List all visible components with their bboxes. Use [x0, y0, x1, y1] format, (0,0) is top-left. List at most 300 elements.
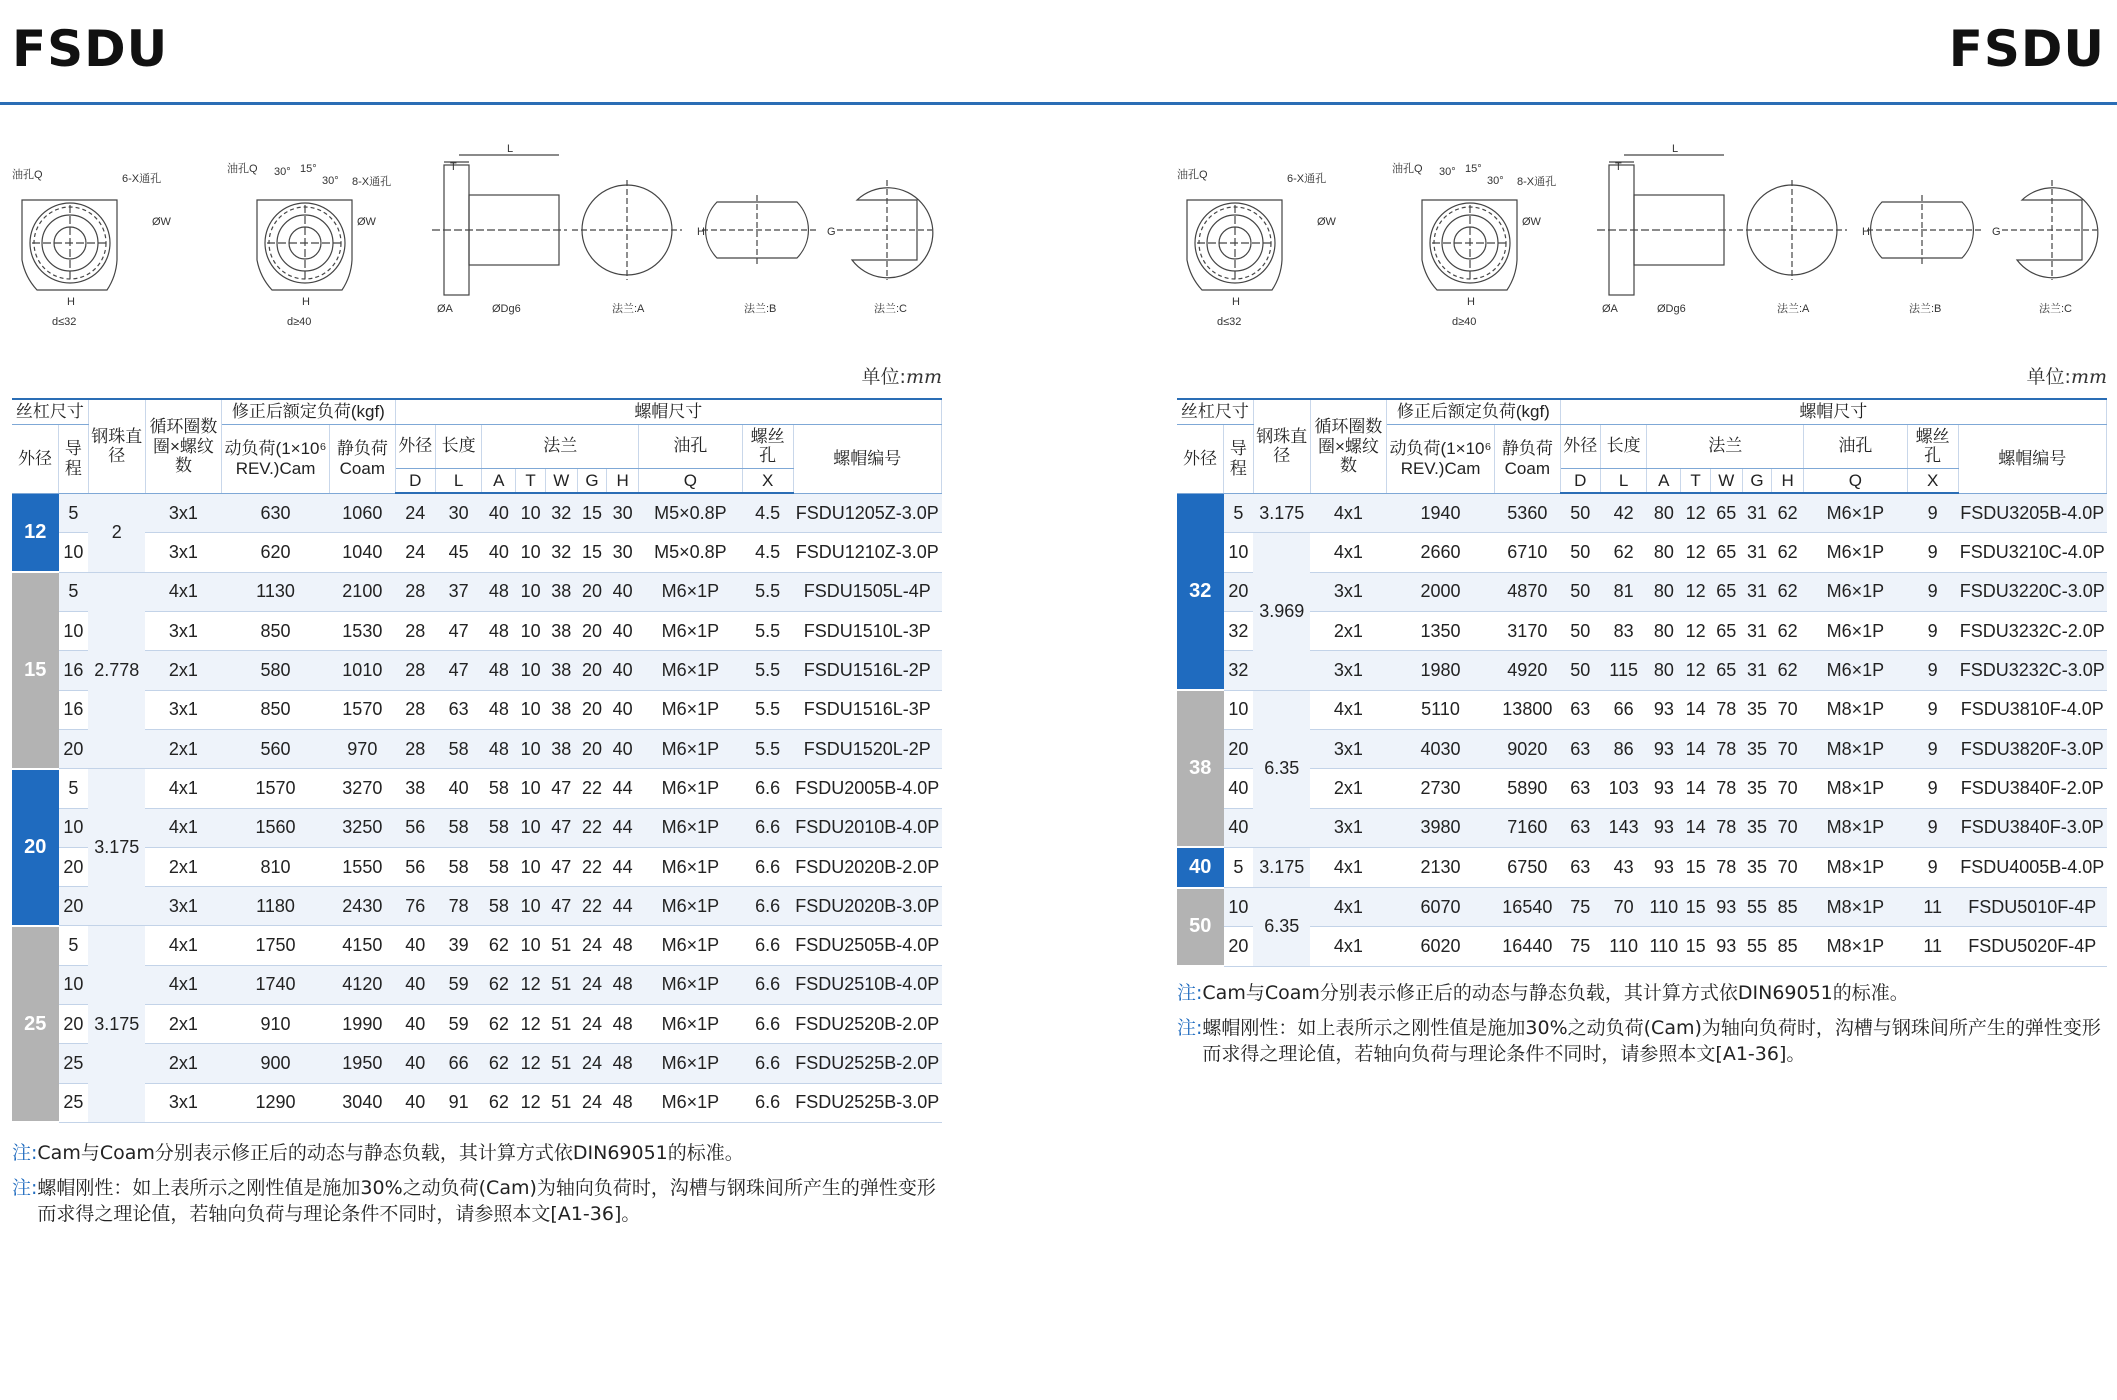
table-cell: 115	[1600, 651, 1647, 690]
table-cell: 1060	[330, 493, 396, 533]
ball-dia-cell: 3.175	[1253, 847, 1310, 887]
table-cell: 47	[545, 808, 577, 847]
svg-text:H: H	[302, 296, 310, 308]
lead-cell: 10	[59, 612, 89, 651]
table-cell: M5×0.8P	[639, 493, 743, 533]
table-cell: 78	[1710, 769, 1742, 808]
left-page-title: FSDU	[12, 20, 169, 78]
table-cell: 93	[1710, 888, 1742, 927]
table-cell: 5.5	[742, 572, 793, 611]
svg-text:法兰:B: 法兰:B	[744, 303, 777, 315]
table-cell: 70	[1772, 690, 1804, 729]
table-cell: 580	[222, 651, 330, 690]
table-row	[12, 651, 942, 690]
table-cell: 15	[1681, 927, 1711, 966]
table-cell: 6.6	[742, 847, 793, 886]
svg-text:G: G	[1992, 226, 2001, 238]
note-1: 注: Cam与Coam分别表示修正后的动态与静态负载，其计算方式依DIN69051的标准。	[12, 1142, 744, 1164]
table-cell: 10	[516, 808, 546, 847]
svg-text:法兰:C: 法兰:C	[2039, 303, 2072, 315]
lead-cell: 40	[1224, 808, 1254, 847]
table-cell: 850	[222, 690, 330, 729]
ball-dia-cell: 6.35	[1253, 888, 1310, 967]
table-cell: 6750	[1495, 847, 1561, 887]
lead-cell: 5	[59, 926, 89, 965]
table-cell: 93	[1647, 847, 1681, 887]
table-cell: 910	[222, 1005, 330, 1044]
lead-cell: 25	[59, 1044, 89, 1083]
table-cell: 3x1	[1310, 729, 1386, 768]
table-cell: 110	[1647, 888, 1681, 927]
table-cell: 58	[435, 729, 482, 768]
nut-number-cell: FSDU5020F-4P	[1958, 927, 2106, 966]
table-cell: 900	[222, 1044, 330, 1083]
table-cell: 2660	[1387, 533, 1495, 572]
table-cell: 6.6	[742, 769, 793, 808]
table-cell: 56	[395, 808, 435, 847]
table-cell: 38	[545, 572, 577, 611]
table-cell: 1940	[1387, 493, 1495, 533]
table-cell: 810	[222, 847, 330, 886]
table-cell: 4x1	[1310, 927, 1386, 966]
hdr-bolt: 螺丝孔	[1907, 424, 1958, 468]
table-cell: 12	[1681, 651, 1711, 690]
table-cell: M6×1P	[639, 612, 743, 651]
table-cell: 65	[1710, 612, 1742, 651]
hdr-H: H	[607, 468, 639, 493]
table-cell: 63	[1560, 808, 1600, 847]
table-cell: 4030	[1387, 729, 1495, 768]
table-cell: 13800	[1495, 690, 1561, 729]
svg-text:L: L	[507, 143, 514, 155]
table-cell: 9	[1907, 769, 1958, 808]
table-cell: 14	[1681, 690, 1711, 729]
table-cell: 48	[482, 612, 516, 651]
svg-text:6-X通孔: 6-X通孔	[122, 173, 162, 185]
lead-cell: 5	[59, 493, 89, 533]
svg-text:d≤32: d≤32	[52, 316, 77, 328]
table-cell: M6×1P	[1804, 651, 1908, 690]
table-cell: 10	[516, 572, 546, 611]
left-half	[12, 140, 942, 1226]
table-cell: 75	[1560, 888, 1600, 927]
table-cell: 76	[395, 887, 435, 926]
lead-cell: 10	[1224, 888, 1254, 927]
hdr-A: A	[1647, 468, 1681, 493]
table-cell: 50	[1560, 572, 1600, 611]
hdr-Q: Q	[1804, 468, 1908, 493]
svg-text:ØW: ØW	[1522, 216, 1541, 228]
table-cell: 78	[435, 887, 482, 926]
table-cell: 55	[1742, 927, 1772, 966]
svg-text:法兰:A: 法兰:A	[612, 303, 645, 315]
table-cell: 48	[607, 1044, 639, 1083]
hdr-outer-dia: 外径	[1177, 424, 1224, 493]
nut-number-cell: FSDU3820F-3.0P	[1958, 729, 2106, 768]
lead-cell: 10	[59, 533, 89, 572]
svg-text:ØDg6: ØDg6	[492, 303, 521, 315]
table-cell: 44	[607, 808, 639, 847]
table-cell: 5.5	[742, 729, 793, 768]
hdr-nut-size: 螺帽尺寸	[395, 399, 941, 424]
table-cell: 9	[1907, 493, 1958, 533]
table-cell: 1750	[222, 926, 330, 965]
table-cell: 70	[1772, 769, 1804, 808]
table-cell: 30	[435, 493, 482, 533]
table-cell: 3270	[330, 769, 396, 808]
table-cell: 10	[516, 690, 546, 729]
table-row	[12, 808, 942, 847]
screw-size-cell: 12	[12, 493, 59, 572]
table-cell: M6×1P	[1804, 533, 1908, 572]
hdr-Q: Q	[639, 468, 743, 493]
nut-number-cell: FSDU1516L-3P	[793, 690, 941, 729]
hdr-bolt: 螺丝孔	[742, 424, 793, 468]
ball-dia-cell: 3.175	[88, 926, 145, 1122]
svg-text:ØW: ØW	[152, 216, 171, 228]
table-cell: 3x1	[145, 1083, 221, 1122]
table-cell: 78	[1710, 808, 1742, 847]
table-cell: 50	[1560, 533, 1600, 572]
table-cell: 2100	[330, 572, 396, 611]
table-cell: 20	[577, 651, 607, 690]
table-row	[1177, 572, 2107, 611]
hdr-d-label: 外径	[395, 424, 435, 468]
table-cell: 560	[222, 729, 330, 768]
ball-dia-cell: 3.175	[88, 769, 145, 926]
nut-number-cell: FSDU3810F-4.0P	[1958, 690, 2106, 729]
screw-size-cell: 15	[12, 572, 59, 768]
table-cell: M8×1P	[1804, 769, 1908, 808]
table-row	[12, 493, 942, 533]
table-cell: 103	[1600, 769, 1647, 808]
hdr-D: D	[1560, 468, 1600, 493]
table-row	[1177, 612, 2107, 651]
table-cell: 63	[1560, 847, 1600, 887]
table-row	[12, 887, 942, 926]
table-cell: 83	[1600, 612, 1647, 651]
table-cell: 9	[1907, 651, 1958, 690]
lead-cell: 10	[59, 808, 89, 847]
table-cell: M6×1P	[639, 808, 743, 847]
table-cell: 9	[1907, 612, 1958, 651]
table-cell: 12	[516, 1005, 546, 1044]
table-row	[12, 769, 942, 808]
table-cell: 78	[1710, 847, 1742, 887]
table-cell: 93	[1710, 927, 1742, 966]
hdr-rated-load: 修正后额定负荷(kgf)	[1387, 399, 1561, 424]
screw-size-cell: 40	[1177, 847, 1224, 887]
hdr-outer-dia: 外径	[12, 424, 59, 493]
table-cell: M6×1P	[639, 651, 743, 690]
table-cell: 63	[1560, 769, 1600, 808]
table-cell: M8×1P	[1804, 888, 1908, 927]
table-cell: 65	[1710, 651, 1742, 690]
table-cell: 10	[516, 926, 546, 965]
table-cell: 93	[1647, 690, 1681, 729]
nut-number-cell: FSDU1210Z-3.0P	[793, 533, 941, 572]
table-cell: 1990	[330, 1005, 396, 1044]
screw-size-cell: 50	[1177, 888, 1224, 967]
table-cell: 4x1	[1310, 888, 1386, 927]
table-cell: 3250	[330, 808, 396, 847]
ball-dia-cell: 2	[88, 493, 145, 572]
svg-text:8-X通孔: 8-X通孔	[352, 176, 392, 188]
table-cell: 2x1	[145, 651, 221, 690]
table-cell: 3x1	[145, 887, 221, 926]
nut-number-cell: FSDU3840F-2.0P	[1958, 769, 2106, 808]
table-cell: 20	[577, 612, 607, 651]
table-cell: 1130	[222, 572, 330, 611]
table-cell: 38	[545, 729, 577, 768]
table-cell: 3980	[1387, 808, 1495, 847]
table-cell: 2x1	[145, 1044, 221, 1083]
table-cell: 6070	[1387, 888, 1495, 927]
table-cell: 28	[395, 612, 435, 651]
table-cell: 20	[577, 690, 607, 729]
nut-number-cell: FSDU2510B-4.0P	[793, 965, 941, 1004]
table-cell: 4x1	[145, 808, 221, 847]
lead-cell: 20	[1224, 927, 1254, 966]
table-cell: 40	[482, 533, 516, 572]
table-cell: 14	[1681, 769, 1711, 808]
table-cell: 30	[607, 493, 639, 533]
table-cell: 47	[545, 887, 577, 926]
table-cell: M6×1P	[639, 1044, 743, 1083]
table-cell: 44	[607, 887, 639, 926]
table-cell: 12	[1681, 612, 1711, 651]
table-cell: 1350	[1387, 612, 1495, 651]
table-cell: 3x1	[145, 690, 221, 729]
table-cell: 20	[577, 572, 607, 611]
table-cell: 62	[1772, 612, 1804, 651]
table-cell: 48	[482, 572, 516, 611]
lead-cell: 20	[59, 1005, 89, 1044]
hdr-nut-no: 螺帽编号	[1958, 424, 2106, 493]
table-cell: 31	[1742, 493, 1772, 533]
lead-cell: 25	[59, 1083, 89, 1122]
technical-drawings	[12, 140, 942, 340]
table-cell: 51	[545, 965, 577, 1004]
table-cell: 2130	[1387, 847, 1495, 887]
table-cell: 1180	[222, 887, 330, 926]
screw-size-cell: 32	[1177, 493, 1224, 690]
table-cell: 2000	[1387, 572, 1495, 611]
table-cell: M8×1P	[1804, 847, 1908, 887]
table-cell: 48	[482, 651, 516, 690]
table-cell: 9	[1907, 847, 1958, 887]
svg-text:法兰:C: 法兰:C	[874, 303, 907, 315]
table-cell: 39	[435, 926, 482, 965]
svg-text:H: H	[1232, 296, 1240, 308]
hdr-circuits: 循环圈数圈×螺纹数	[1310, 399, 1386, 493]
table-cell: M6×1P	[639, 847, 743, 886]
table-cell: 1950	[330, 1044, 396, 1083]
nut-diagram-svg-right	[1177, 140, 2107, 340]
table-cell: 1740	[222, 965, 330, 1004]
table-cell: 28	[395, 651, 435, 690]
svg-text:15°: 15°	[1465, 163, 1482, 175]
table-cell: 10	[516, 729, 546, 768]
table-cell: 15	[1681, 888, 1711, 927]
unit-label-right: 单位:mm	[2026, 366, 2107, 388]
table-cell: 24	[577, 965, 607, 1004]
hdr-W: W	[1710, 468, 1742, 493]
table-cell: 48	[607, 1083, 639, 1122]
table-cell: 4x1	[1310, 690, 1386, 729]
svg-text:G: G	[827, 226, 836, 238]
table-cell: M6×1P	[639, 572, 743, 611]
table-cell: 40	[395, 926, 435, 965]
nut-number-cell: FSDU1520L-2P	[793, 729, 941, 768]
table-cell: M6×1P	[1804, 572, 1908, 611]
table-cell: 93	[1647, 729, 1681, 768]
table-row	[12, 572, 942, 611]
nut-number-cell: FSDU3232C-2.0P	[1958, 612, 2106, 651]
ball-dia-cell: 3.969	[1253, 533, 1310, 690]
table-row	[12, 533, 942, 572]
table-row	[12, 1083, 942, 1122]
table-cell: 1570	[330, 690, 396, 729]
table-cell: 47	[435, 612, 482, 651]
svg-text:d≤32: d≤32	[1217, 316, 1242, 328]
svg-text:H: H	[1862, 226, 1870, 238]
table-cell: 65	[1710, 533, 1742, 572]
table-cell: 2x1	[145, 729, 221, 768]
hdr-L: L	[1600, 468, 1647, 493]
table-cell: 6.6	[742, 1005, 793, 1044]
svg-text:d≥40: d≥40	[287, 316, 312, 328]
table-cell: 81	[1600, 572, 1647, 611]
nut-number-cell: FSDU1516L-2P	[793, 651, 941, 690]
nut-number-cell: FSDU3220C-3.0P	[1958, 572, 2106, 611]
svg-text:H: H	[67, 296, 75, 308]
table-cell: 70	[1772, 847, 1804, 887]
table-cell: 30	[607, 533, 639, 572]
table-cell: 5360	[1495, 493, 1561, 533]
table-cell: 28	[395, 690, 435, 729]
table-cell: 62	[482, 1044, 516, 1083]
table-cell: 22	[577, 847, 607, 886]
svg-text:法兰:B: 法兰:B	[1909, 303, 1942, 315]
table-cell: 35	[1742, 769, 1772, 808]
table-row	[1177, 888, 2107, 927]
hdr-d-label: 外径	[1560, 424, 1600, 468]
table-cell: 10	[516, 847, 546, 886]
table-cell: 10	[516, 769, 546, 808]
table-cell: 40	[395, 1044, 435, 1083]
lead-cell: 32	[1224, 612, 1254, 651]
lead-cell: 10	[59, 965, 89, 1004]
table-cell: 28	[395, 729, 435, 768]
screw-size-cell: 38	[1177, 690, 1224, 847]
hdr-T: T	[516, 468, 546, 493]
svg-text:T: T	[450, 161, 457, 173]
table-cell: 44	[607, 769, 639, 808]
table-cell: 40	[395, 1005, 435, 1044]
table-row	[12, 926, 942, 965]
table-cell: 6.6	[742, 1083, 793, 1122]
table-cell: 85	[1772, 888, 1804, 927]
table-cell: M6×1P	[639, 1083, 743, 1122]
technical-drawings-right	[1177, 140, 2107, 340]
table-cell: 4920	[1495, 651, 1561, 690]
table-cell: 38	[545, 651, 577, 690]
table-cell: 70	[1772, 808, 1804, 847]
table-cell: 4.5	[742, 533, 793, 572]
table-cell: 3x1	[145, 612, 221, 651]
table-cell: 55	[1742, 888, 1772, 927]
table-cell: 7160	[1495, 808, 1561, 847]
table-cell: M6×1P	[639, 926, 743, 965]
header-rule	[0, 102, 2117, 105]
hdr-screw-size: 丝杠尺寸	[1177, 399, 1253, 424]
right-half	[1177, 140, 2107, 1066]
table-cell: 11	[1907, 927, 1958, 966]
svg-text:H: H	[697, 226, 705, 238]
table-cell: 31	[1742, 572, 1772, 611]
table-cell: 5890	[1495, 769, 1561, 808]
svg-text:8-X通孔: 8-X通孔	[1517, 176, 1557, 188]
table-cell: 93	[1647, 808, 1681, 847]
hdr-flange: 法兰	[482, 424, 639, 468]
table-cell: 10	[516, 887, 546, 926]
right-notes	[1177, 980, 2107, 1076]
table-cell: 1010	[330, 651, 396, 690]
spec-table-left-body	[12, 493, 942, 1122]
table-cell: 15	[577, 533, 607, 572]
table-cell: 58	[482, 808, 516, 847]
table-cell: 31	[1742, 651, 1772, 690]
table-cell: M6×1P	[639, 690, 743, 729]
table-cell: 40	[607, 729, 639, 768]
nut-number-cell: FSDU2020B-2.0P	[793, 847, 941, 886]
hdr-nut-size: 螺帽尺寸	[1560, 399, 2106, 424]
hdr-lead: 导程	[59, 424, 89, 493]
table-cell: 50	[1560, 612, 1600, 651]
table-cell: 970	[330, 729, 396, 768]
table-cell: 93	[1647, 769, 1681, 808]
table-row	[1177, 847, 2107, 887]
hdr-l-label: 长度	[1600, 424, 1647, 468]
note-1: 注: Cam与Coam分别表示修正后的动态与静态负载，其计算方式依DIN69051的标准。	[1177, 982, 1909, 1004]
lead-cell: 5	[59, 572, 89, 611]
table-cell: 38	[395, 769, 435, 808]
table-cell: 1550	[330, 847, 396, 886]
table-cell: 35	[1742, 729, 1772, 768]
table-cell: 9	[1907, 729, 1958, 768]
table-cell: 58	[435, 847, 482, 886]
table-cell: 62	[1772, 572, 1804, 611]
nut-number-cell: FSDU2505B-4.0P	[793, 926, 941, 965]
table-cell: 50	[1560, 493, 1600, 533]
table-cell: 9020	[1495, 729, 1561, 768]
table-cell: 48	[482, 690, 516, 729]
svg-text:ØW: ØW	[357, 216, 376, 228]
table-cell: 4120	[330, 965, 396, 1004]
table-cell: 70	[1772, 729, 1804, 768]
table-cell: 3x1	[145, 493, 221, 533]
nut-number-cell: FSDU1505L-4P	[793, 572, 941, 611]
table-cell: 12	[516, 1044, 546, 1083]
hdr-D: D	[395, 468, 435, 493]
svg-text:d≥40: d≥40	[1452, 316, 1477, 328]
table-row	[1177, 493, 2107, 533]
lead-cell: 10	[1224, 690, 1254, 729]
hdr-l-label: 长度	[435, 424, 482, 468]
table-cell: 2x1	[1310, 612, 1386, 651]
table-cell: 28	[395, 572, 435, 611]
